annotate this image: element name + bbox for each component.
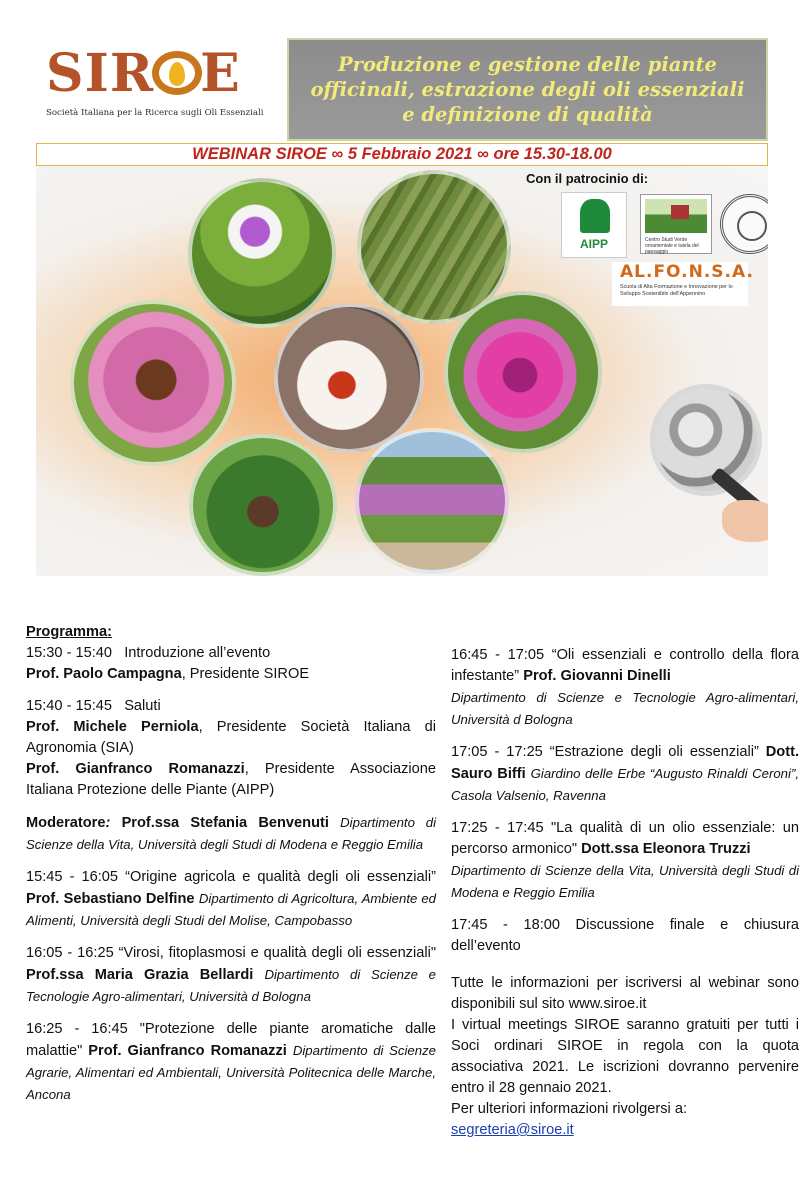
item-title: Introduzione all’evento — [124, 645, 271, 661]
item-speaker: Prof. Gianfranco Romanazzi — [26, 761, 245, 777]
item-time: 16:05 - 16:25 — [26, 945, 114, 961]
item-speaker: Prof. Gianfranco Romanazzi — [88, 1043, 287, 1059]
item-title: Discussione finale e chiusura dell’evento — [451, 917, 799, 954]
item-time: 15:30 - 15:40 — [26, 645, 113, 661]
info-site: Tutte le informazioni per iscriversi al webinar sono disponibili sul sito www.siroe.it — [451, 975, 799, 1012]
item-title: "La qualità di un olio essenziale: un percorso armonico" — [451, 820, 799, 857]
info-contact-label: Per ulteriori informazioni rivolgersi a: — [451, 1101, 688, 1117]
item-title: “Estrazione degli oli essenziali” — [549, 744, 759, 760]
item-time: 16:45 - 17:05 — [451, 647, 545, 663]
item-time: 17:25 - 17:45 — [451, 820, 544, 836]
program-item — [26, 1019, 436, 1106]
title-box — [287, 38, 768, 141]
program-right-column — [451, 645, 799, 1141]
event-title: Produzione e gestione delle piante officinali, estrazione degli oli essenziali e definizione di qualità — [310, 53, 745, 126]
hand-image — [722, 500, 768, 542]
verde-ornamentale-logo: Centro Studi Verde ornamentale e tutela del paesaggio — [640, 194, 712, 254]
item-time: 15:45 - 16:05 — [26, 869, 119, 885]
info-membership: I virtual meetings SIROE saranno gratuiti per tutti i Soci ordinari SIROE in regola con la quota associativa 2021. Le iscrizioni dovranno pervenire entro il 28 gennaio 2021. — [451, 1017, 799, 1096]
program-item: Moderatore: Prof.ssa Stefania Benvenuti Dipartimento di Scienze della Vita, Università degli Studi di Modena e Reggio Emilia — [26, 815, 437, 852]
item-affiliation: Dipartimento di Agricoltura, Ambiente ed Alimenti, Università degli Studi del Molise, Campobasso — [26, 891, 436, 928]
photo-bergamot-flower-butterfly — [188, 178, 336, 328]
logo-wordmark: SIR E — [46, 43, 241, 104]
item-title: “Virosi, fitoplasmosi e qualità degli oli essenziali" — [118, 945, 437, 961]
item-affiliation: Dipartimento di Scienze e Tecnologie Agro-alimentari, Università d Bologna — [451, 690, 799, 727]
photo-flowering-field — [355, 428, 509, 574]
program-item — [26, 943, 436, 1008]
item-affiliation: , Presidente SIROE — [181, 666, 310, 682]
photo-monarda-bee — [444, 291, 602, 453]
house-icon — [671, 205, 689, 219]
photo-distillation-flask — [274, 303, 424, 453]
webinar-date-bar: WEBINAR SIROE ∞ 5 Febbraio 2021 ∞ ore 15.30-18.00 — [36, 143, 768, 166]
registration-info — [451, 973, 799, 1141]
contact-email-link[interactable]: segreteria@siroe.it — [451, 1122, 574, 1138]
leaf-icon — [580, 199, 610, 233]
item-affiliation: Dipartimento di Scienze e Tecnologie Agro-alimentari, Università d Bologna — [26, 967, 437, 1004]
program-item — [451, 818, 799, 904]
program-item — [451, 742, 799, 807]
item-speaker: Prof. Sebastiano Delfine — [26, 891, 195, 907]
item-affiliation: Dipartimento di Scienze Agrarie, Alimentari ed Ambientali, Università Politecnica delle Marche, Ancona — [26, 1043, 436, 1102]
item-time: 17:45 - 18:00 — [451, 917, 560, 933]
item-title: "Protezione delle piante aromatiche dalle malattie" — [26, 1021, 436, 1059]
item-speaker: Prof.ssa Stefania Benvenuti — [121, 815, 329, 831]
alfonsa-logo: AL.FO.N.S.A. Scuola di Alta Formazione e Innovazione per lo Sviluppo Sostenibile dell'Appennino — [612, 262, 748, 306]
item-speaker: Prof.ssa Maria Grazia Bellardi — [26, 967, 254, 983]
item-affiliation: , Presidente Associazione Italiana Protezione delle Piante (AIPP) — [26, 761, 436, 798]
item-affiliation: , Presidente Società Italiana di Agronomia (SIA) — [26, 719, 437, 756]
item-title: Saluti — [124, 698, 161, 714]
photo-echinacea — [70, 300, 236, 466]
item-speaker: Prof. Paolo Campagna — [26, 666, 182, 682]
photo-diseased-leaf — [189, 434, 337, 576]
photo-collage-panel — [36, 166, 768, 576]
item-affiliation: Giardino delle Erbe “Augusto Rinaldi Ceroni”, Casola Valsenio, Ravenna — [451, 766, 800, 803]
logo-subtitle: Società Italiana per la Ricerca sugli Oli Essenziali — [46, 108, 264, 118]
sponsors-heading: Con il patrocinio di: — [526, 171, 649, 186]
program-heading: Programma: — [26, 624, 112, 640]
item-speaker: Dott.ssa Eleonora Truzzi — [581, 841, 751, 857]
item-time: 16:25 - 16:45 — [26, 1021, 128, 1037]
university-seal-logo — [720, 194, 768, 254]
moderator-label: Moderatore — [26, 815, 106, 831]
oil-drop-icon — [152, 51, 202, 95]
item-title: “Oli essenziali e controllo della flora infestante” — [451, 647, 799, 684]
item-speaker: Dott. Sauro Biffi — [451, 744, 799, 782]
header-banner — [36, 38, 768, 143]
program-left-column — [26, 622, 436, 1117]
magnifier-icon — [650, 384, 762, 496]
program-item — [26, 696, 436, 801]
item-time: 17:05 - 17:25 — [451, 744, 543, 760]
program-item — [26, 643, 436, 685]
siroe-logo — [36, 38, 286, 143]
item-speaker: Prof. Michele Perniola — [26, 719, 199, 735]
program-item — [26, 867, 436, 932]
item-speaker: Prof. Giovanni Dinelli — [523, 668, 671, 684]
item-time: 15:40 - 15:45 — [26, 698, 113, 714]
aipp-logo: AIPP — [561, 192, 627, 258]
item-title: “Origine agricola e qualità degli oli essenziali” — [125, 869, 436, 885]
program-item — [451, 915, 799, 957]
item-affiliation: Dipartimento di Scienze della Vita, Università degli Studi di Modena e Reggio Emilia — [26, 815, 437, 852]
program-item — [451, 645, 799, 731]
item-affiliation: Dipartimento di Scienze della Vita, Università degli Studi di Modena e Reggio Emilia — [451, 863, 799, 900]
